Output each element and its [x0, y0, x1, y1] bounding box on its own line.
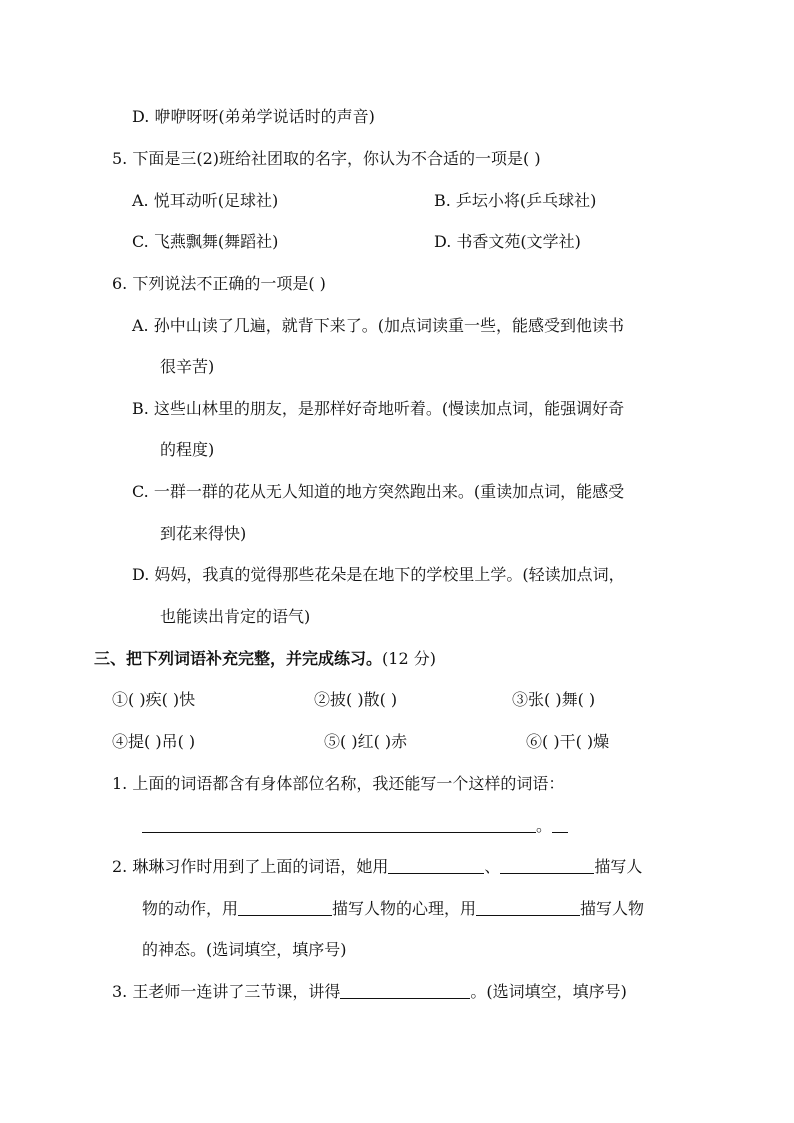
section3-score: (12 分): [382, 649, 436, 668]
q6-stem: 6. 下列说法不正确的一项是( ): [112, 274, 326, 293]
practice-2-text-d: 描写人物的心理，用: [332, 899, 477, 918]
practice-3-text-a: 3. 王老师一连讲了三节课，讲得: [112, 982, 341, 1001]
practice-2-text-c: 物的动作，用: [142, 899, 239, 918]
q5-option-b: B. 乒坛小将(乒乓球社): [434, 191, 597, 210]
q4-option-d: D. 咿咿呀呀(弟弟学说话时的声音): [132, 107, 375, 126]
word-item-3: ③张( )舞( ): [512, 690, 596, 709]
practice-3-blank[interactable]: [340, 982, 470, 999]
q5-option-a: A. 悦耳动听(足球社): [132, 191, 279, 210]
q5-option-c: C. 飞燕飘舞(舞蹈社): [132, 232, 279, 251]
word-item-4: ④提( )吊( ): [112, 732, 196, 751]
q6-option-c-line2: 到花来得快): [160, 524, 247, 543]
practice-2-blank-1[interactable]: [388, 857, 484, 874]
q5-option-d: D. 书香文苑(文学社): [434, 232, 581, 251]
word-item-5: ⑤( )红( )赤: [324, 732, 408, 751]
q6-option-b-line1: B. 这些山林里的朋友，是那样好奇地听着。(慢读加点词，能强调好奇: [132, 399, 625, 418]
practice-1-stem: 1. 上面的词语都含有身体部位名称，我还能写一个这样的词语：: [112, 774, 565, 793]
practice-2-text-e: 描写人物: [580, 899, 645, 918]
practice-1-blank[interactable]: [142, 816, 536, 833]
q5-stem: 5. 下面是三(2)班给社团取的名字，你认为不合适的一项是( ): [112, 149, 541, 168]
q6-option-a-line2: 很辛苦): [160, 357, 215, 376]
practice-2-line1: [112, 856, 642, 878]
practice-2-blank-2[interactable]: [500, 857, 594, 874]
practice-2-line2: [142, 898, 644, 920]
practice-2-blank-3[interactable]: [238, 899, 332, 916]
word-item-6: ⑥( )干( )燥: [526, 732, 610, 751]
q6-option-d-line2: 也能读出肯定的语气): [160, 607, 311, 626]
word-item-2: ②披( )散( ): [314, 690, 398, 709]
q6-option-c-line1: C. 一群一群的花从无人知道的地方突然跑出来。(重读加点词，能感受: [132, 482, 625, 501]
practice-1-end: 。: [536, 816, 553, 835]
section3-title: 三、把下列词语补充完整，并完成练习。: [94, 649, 383, 668]
q6-option-b-line2: 的程度): [160, 440, 215, 459]
practice-2-line3: 的神态。(选词填空，填序号): [142, 940, 347, 959]
section3-heading: [94, 648, 436, 670]
word-item-1: ①( )疾( )快: [112, 690, 196, 709]
practice-1-answer-line: [142, 815, 568, 837]
practice-3-line: [112, 981, 627, 1003]
q6-option-d-line1: D. 妈妈，我真的觉得那些花朵是在地下的学校里上学。(轻读加点词，: [132, 565, 625, 584]
practice-2-blank-4[interactable]: [476, 899, 580, 916]
practice-2-text-a: 2. 琳琳习作时用到了上面的词语，她用: [112, 857, 389, 876]
practice-2-text-b: 描写人: [594, 857, 643, 876]
q6-option-a-line1: A. 孙中山读了几遍，就背下来了。(加点词读重一些，能感受到他读书: [132, 316, 624, 335]
practice-2-sep: 、: [484, 857, 501, 876]
practice-3-text-b: 。(选词填空，填序号): [470, 982, 627, 1001]
practice-1-blank-tail: [552, 816, 568, 833]
